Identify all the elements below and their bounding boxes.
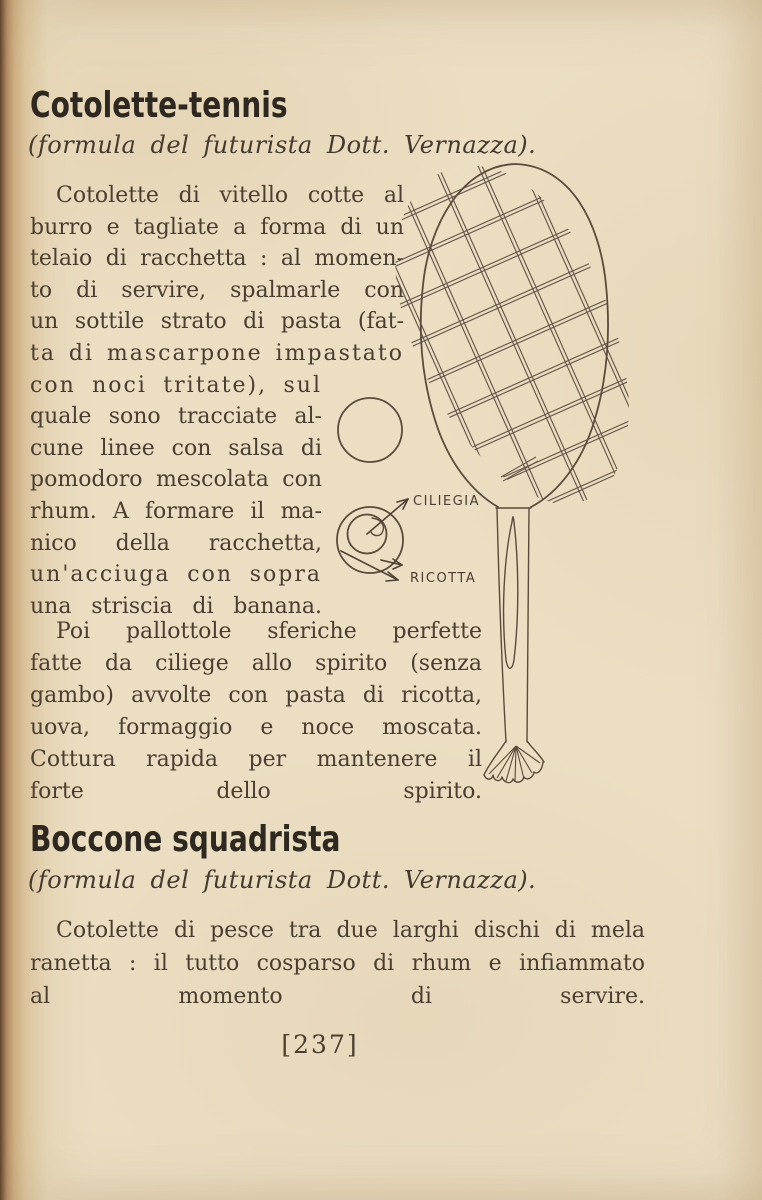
banana-strip bbox=[504, 517, 518, 669]
text-line: un'acciuga con sopra bbox=[30, 562, 322, 588]
page-number: [237] bbox=[281, 1030, 359, 1059]
text-line: telaio di racchetta : al momen- bbox=[30, 246, 404, 272]
recipe2-attribution: (formula del futurista Dott. Vernazza). bbox=[28, 866, 537, 894]
text-line: nico della racchetta, bbox=[30, 530, 322, 556]
recipe-title-boccone-squadrista: Boccone squadrista bbox=[30, 819, 341, 860]
text-line: Cotolette di vitello cotte al bbox=[56, 183, 404, 208]
ricotta-label: RICOTTA bbox=[410, 571, 477, 586]
ciliegia-label: CILIEGIA bbox=[413, 494, 481, 509]
text-line: burro e tagliate a forma di un bbox=[30, 214, 404, 240]
text-line: Cottura rapida per mantenere il bbox=[30, 747, 482, 772]
recipe-title-cotolette-tennis: Cotolette-tennis bbox=[30, 85, 288, 126]
recipe2-paragraph bbox=[30, 914, 645, 1013]
text-line: Poi pallottole sferiche perfette bbox=[56, 619, 482, 644]
racket-handle-anchovy bbox=[497, 508, 529, 742]
text-line: al momento di servire. bbox=[30, 984, 645, 1009]
text-line: quale sono tracciate al- bbox=[30, 404, 322, 430]
text-line: pomodoro mescolata con bbox=[30, 467, 322, 493]
text-line: una striscia di banana. bbox=[30, 593, 322, 619]
text-line: gambo) avvolte con pasta di ricotta, bbox=[30, 683, 482, 708]
cherry-ricotta-diagram bbox=[337, 494, 480, 586]
text-line: fatte da ciliege allo spirito (senza bbox=[30, 651, 482, 676]
recipe1-attribution: (formula del futurista Dott. Vernazza). bbox=[28, 131, 537, 159]
text-line: forte dello spirito. bbox=[30, 779, 482, 804]
text-line: un sottile strato di pasta (fat- bbox=[30, 309, 404, 335]
anchovy-tail-fin bbox=[484, 741, 544, 783]
text-line: Cotolette di pesce tra due larghi dischi di mela bbox=[56, 918, 645, 943]
ball-circle bbox=[338, 398, 402, 462]
text-line: to di servire, spalmarle con bbox=[30, 277, 404, 303]
string-overshoot bbox=[501, 457, 538, 481]
text-line: ranetta : il tutto cosparso di rhum e infiammato bbox=[30, 951, 645, 976]
text-line: ta di mascarpone impastato bbox=[30, 340, 404, 366]
racket-head-frame bbox=[421, 164, 608, 507]
text-line: rhum. A formare il ma- bbox=[30, 498, 322, 524]
racket-illustration bbox=[330, 150, 680, 810]
text-line: con noci tritate), sul bbox=[30, 372, 322, 398]
text-line: uova, formaggio e noce moscata. bbox=[30, 715, 482, 740]
text-line: cune linee con salsa di bbox=[30, 435, 322, 461]
